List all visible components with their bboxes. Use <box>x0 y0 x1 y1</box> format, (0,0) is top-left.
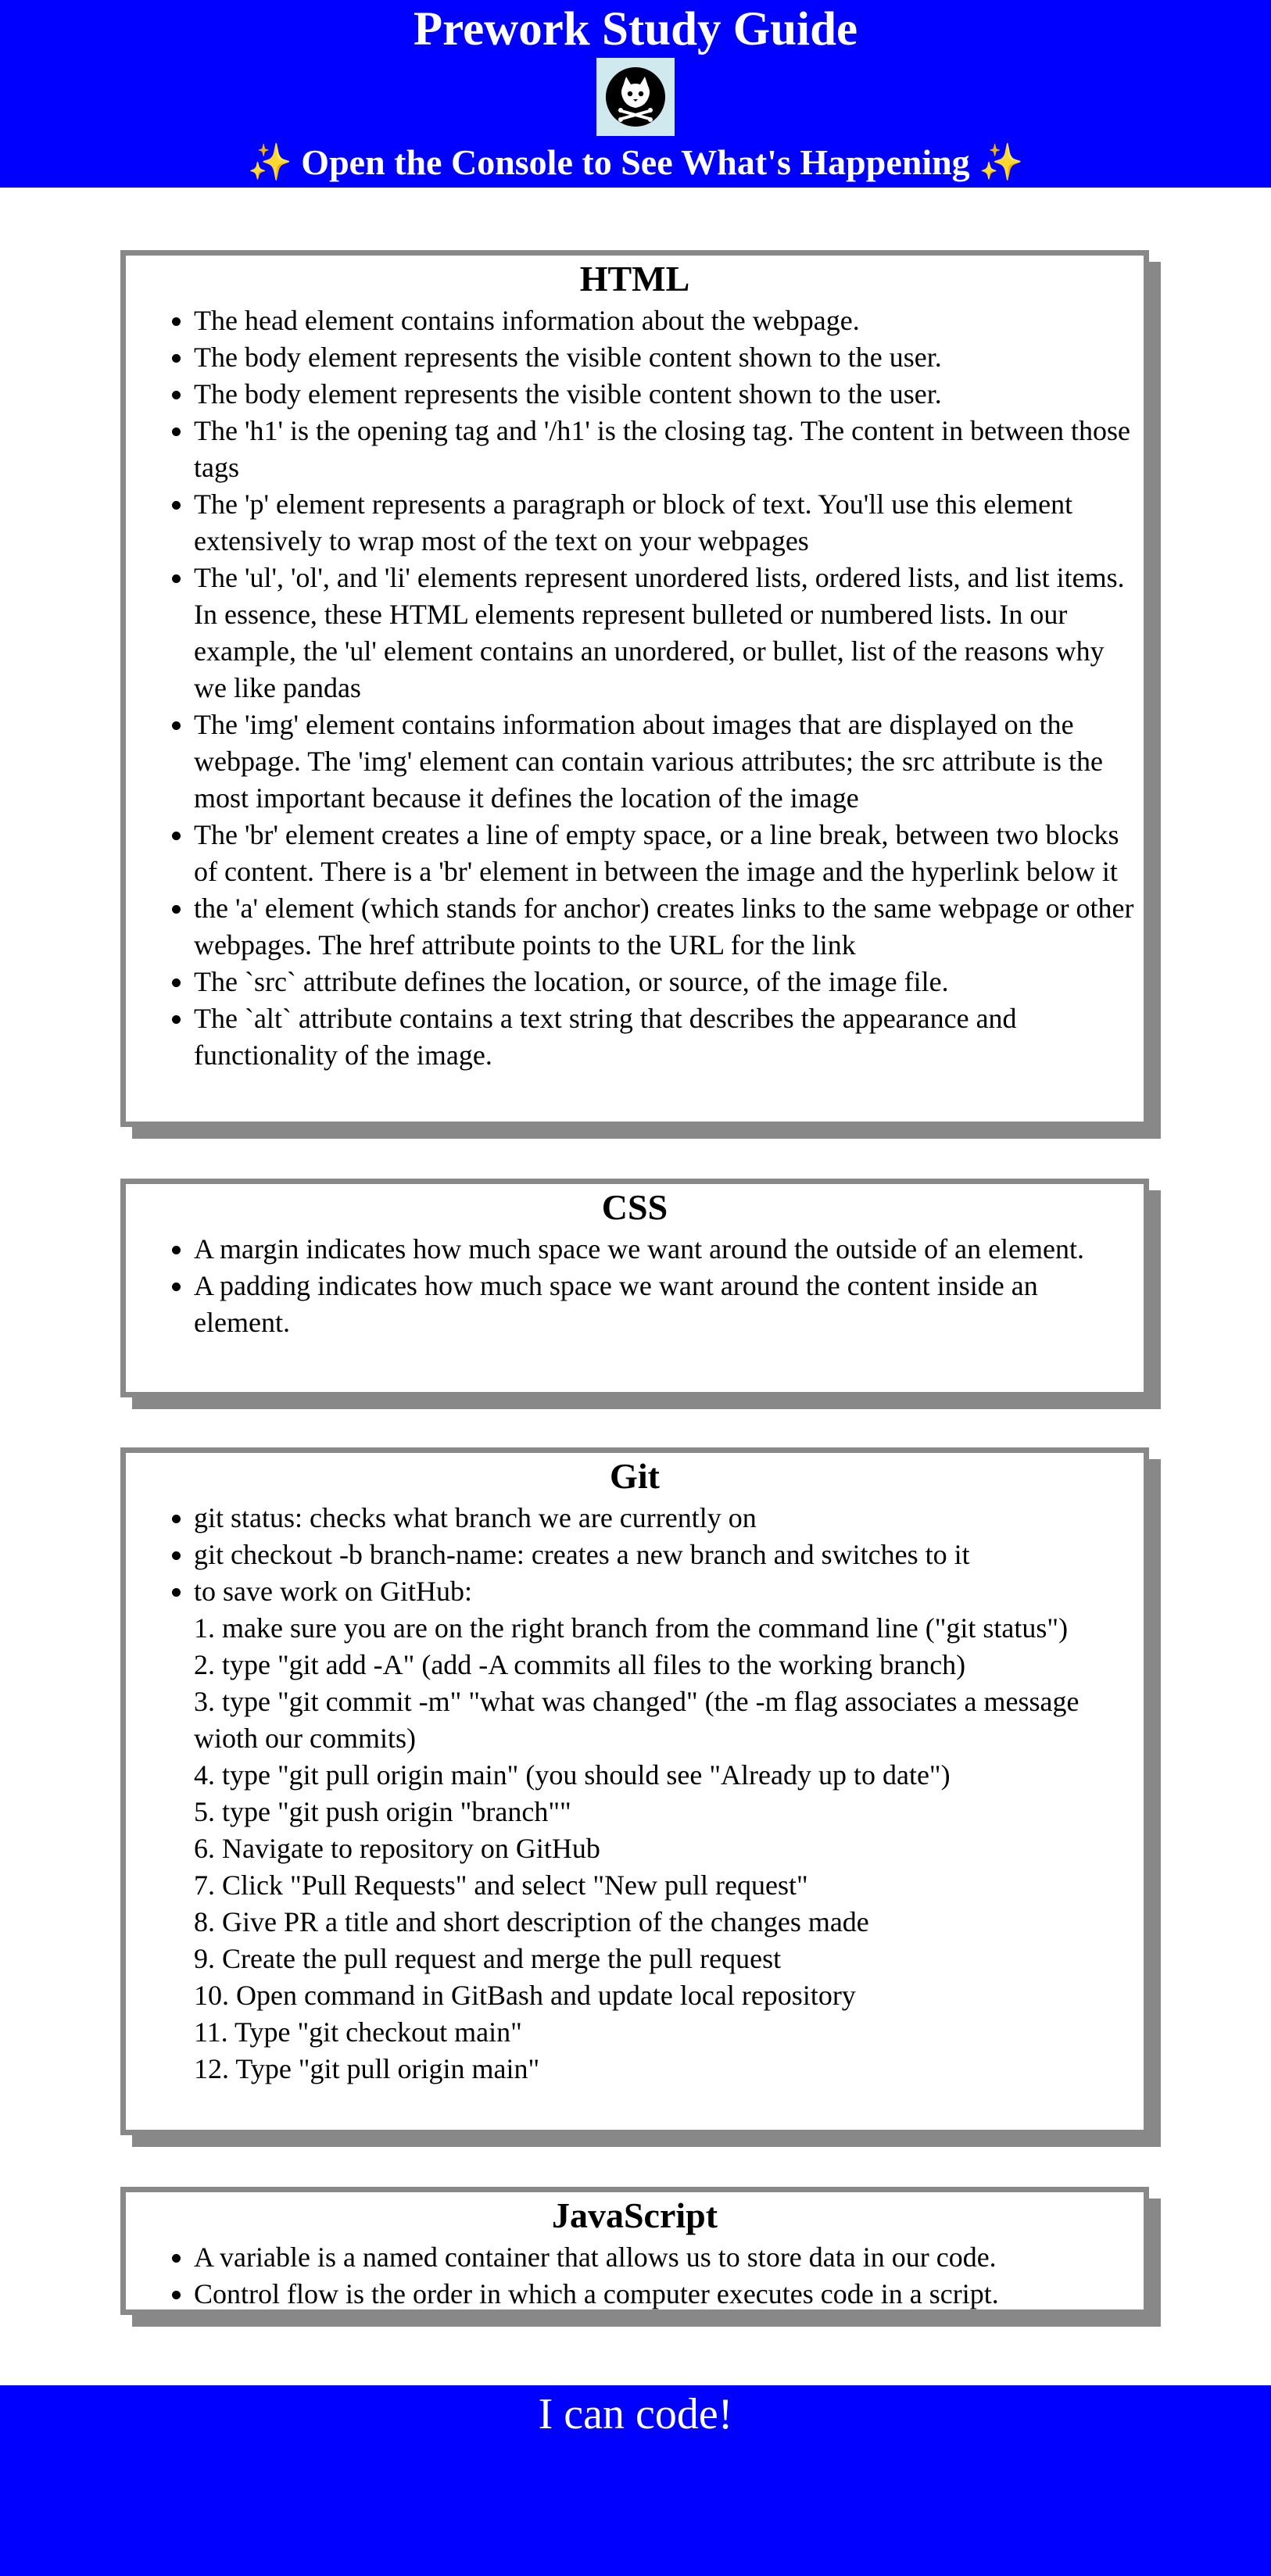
git-step: 10. Open command in GitBash and update local repository <box>194 1980 856 2011</box>
list-item: • git checkout -b branch-name: creates a new branch and switches to it <box>194 1537 1140 1573</box>
section-heading: JavaScript <box>551 2195 718 2235</box>
git-step: 12. Type "git pull origin main" <box>194 2053 540 2084</box>
list-item: • The 'img' element contains information about images that are displayed on the webpage. The 'img' element can contain various attributes; the src attribute is the most important because it defines the location of the image <box>194 707 1140 817</box>
git-step: 6. Navigate to repository on GitHub <box>194 1833 600 1864</box>
git-step: 11. Type "git checkout main" <box>194 2016 522 2048</box>
subtitle-text: Open the Console to See What's Happening <box>301 142 970 182</box>
list-item: • The 'p' element represents a paragraph or block of text. You'll use this element extensively to wrap most of the text on your webpages <box>194 486 1140 560</box>
git-step: 7. Click "Pull Requests" and select "New pull request" <box>194 1869 808 1901</box>
git-step: 4. type "git pull origin main" (you should see "Already up to date") <box>194 1759 951 1791</box>
git-step: 1. make sure you are on the right branch from the command line ("git status") <box>194 1612 1069 1644</box>
section-heading: CSS <box>601 1187 668 1227</box>
list-item: • The head element contains information about the webpage. <box>194 302 1140 339</box>
cat-logo-icon <box>604 66 667 128</box>
git-step: 9. Create the pull request and merge the pull request <box>194 1943 782 1974</box>
git-step: 8. Give PR a title and short description of the changes made <box>194 1906 869 1937</box>
git-section <box>120 1447 1149 2135</box>
git-step: 5. type "git push origin "branch"" <box>194 1796 571 1827</box>
javascript-section <box>120 2187 1149 2315</box>
sparkle-icon: ✨ <box>247 142 292 182</box>
logo <box>596 58 675 136</box>
list-item: • The `alt` attribute contains a text string that describes the appearance and functionality of the image. <box>194 1000 1140 1074</box>
list-item: • The body element represents the visible content shown to the user. <box>194 376 1140 413</box>
list-item: • The 'h1' is the opening tag and '/h1' is the closing tag. The content in between those tags <box>194 413 1140 486</box>
list-item-text: to save work on GitHub: <box>194 1576 472 1607</box>
list-item: • The `src` attribute defines the location, or source, of the image file. <box>194 964 1140 1000</box>
html-section <box>120 250 1149 1127</box>
list-item: • The 'br' element creates a line of empty space, or a line break, between two blocks of content. There is a 'br' element in between the image and the hyperlink below it <box>194 817 1140 890</box>
css-notes-list <box>129 1231 1140 1341</box>
list-item <box>194 1573 1140 2088</box>
list-item: • A padding indicates how much space we want around the content inside an element. <box>194 1268 1140 1341</box>
list-item: • git status: checks what branch we are currently on <box>194 1500 1140 1537</box>
console-subtitle <box>0 141 1271 184</box>
git-step: 3. type "git commit -m" "what was changed" (the -m flag associates a message wioth our commits) <box>194 1686 1079 1754</box>
html-notes-list <box>129 302 1140 1074</box>
git-notes-list <box>129 1500 1140 2088</box>
javascript-notes-list <box>129 2239 1140 2313</box>
css-section <box>120 1179 1149 1397</box>
list-item: • Control flow is the order in which a computer executes code in a script. <box>194 2276 1140 2313</box>
list-item: • The 'ul', 'ol', and 'li' elements represent unordered lists, ordered lists, and list items. In essence, these HTML elements represent bulleted or numbered lists. In our example, the 'ul' element contains an unordered, or bullet, list of the reasons why we like pandas <box>194 560 1140 707</box>
page-footer <box>0 2385 1271 2576</box>
section-heading: Git <box>610 1456 660 1496</box>
list-item: • The body element represents the visible content shown to the user. <box>194 339 1140 376</box>
page-header <box>0 0 1271 188</box>
list-item: • A variable is a named container that allows us to store data in our code. <box>194 2239 1140 2276</box>
footer-text: I can code! <box>538 2390 733 2438</box>
section-heading: HTML <box>579 259 690 299</box>
study-guide-content <box>0 188 1271 2315</box>
sparkle-icon: ✨ <box>979 142 1024 182</box>
page-title: Prework Study Guide <box>413 3 858 55</box>
git-step: 2. type "git add -A" (add -A commits all files to the working branch) <box>194 1649 966 1680</box>
list-item: • the 'a' element (which stands for anchor) creates links to the same webpage or other webpages. The href attribute points to the URL for the link <box>194 890 1140 964</box>
list-item: • A margin indicates how much space we want around the outside of an element. <box>194 1231 1140 1268</box>
